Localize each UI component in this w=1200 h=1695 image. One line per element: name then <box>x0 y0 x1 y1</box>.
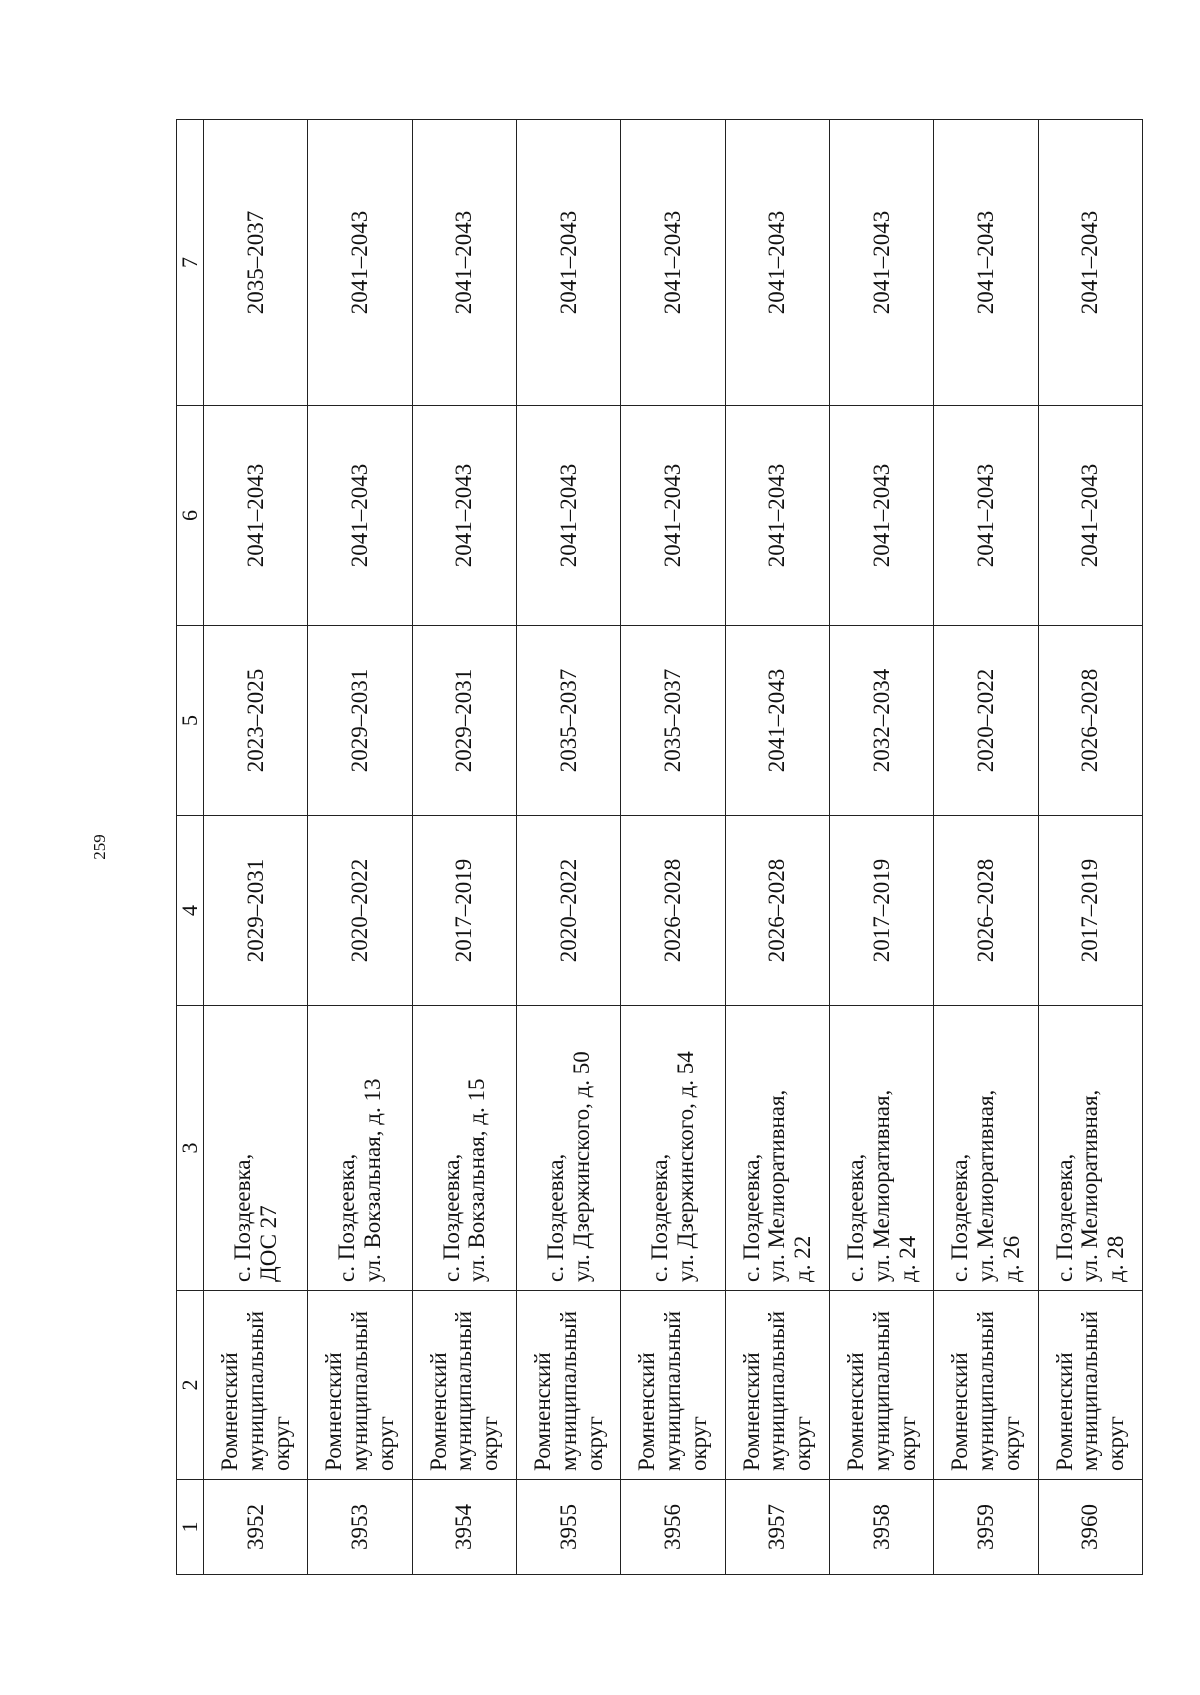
district-cell <box>934 1291 1038 1480</box>
district-line: Ромненский <box>843 1352 868 1471</box>
district-line: Ромненский <box>1051 1352 1077 1471</box>
table-row <box>621 120 725 1575</box>
district-line: муниципальный <box>764 1310 790 1471</box>
address-line: с. Поздеевка, <box>542 1153 568 1282</box>
address-line: ул. Мелиоративная, <box>868 1089 894 1282</box>
housing-schedule-table <box>176 119 1143 1575</box>
header-col-7: 7 <box>177 120 204 406</box>
district-line: Ромненский <box>321 1352 347 1471</box>
period-col-5-cell: 2020–2022 <box>934 626 1038 816</box>
address-cell <box>829 1006 933 1291</box>
period-col-6-cell: 2041–2043 <box>829 406 933 626</box>
table-row <box>412 120 516 1575</box>
header-col-4: 4 <box>177 816 204 1006</box>
row-number-cell: 3959 <box>934 1480 1038 1575</box>
period-col-7-cell: 2041–2043 <box>934 120 1038 406</box>
district-line: округ <box>685 1416 711 1471</box>
page-number: 259 <box>90 834 109 860</box>
address-line: ул. Вокзальная, д. 15 <box>464 1078 490 1282</box>
district-line: муниципальный <box>555 1310 581 1471</box>
address-line: ул. Мелиоративная, <box>973 1089 999 1282</box>
header-col-2: 2 <box>177 1291 204 1480</box>
address-line: ул. Мелиоративная, <box>764 1089 790 1282</box>
district-cell <box>204 1291 308 1480</box>
district-line: Ромненский <box>217 1352 243 1471</box>
district-cell <box>412 1291 516 1480</box>
address-cell <box>412 1006 516 1291</box>
period-col-7-cell: 2035–2037 <box>204 120 308 406</box>
district-cell <box>621 1291 725 1480</box>
period-col-6-cell: 2041–2043 <box>308 406 412 626</box>
period-col-4-cell: 2020–2022 <box>308 816 412 1006</box>
address-line: с. Поздеевка, <box>738 1153 764 1282</box>
district-line: Ромненский <box>738 1352 764 1471</box>
header-row <box>177 120 204 1575</box>
period-col-5-cell: 2035–2037 <box>516 626 620 816</box>
address-cell <box>725 1006 829 1291</box>
period-col-7-cell: 2041–2043 <box>412 120 516 406</box>
period-col-4-cell: 2017–2019 <box>412 816 516 1006</box>
period-col-6-cell: 2041–2043 <box>204 406 308 626</box>
period-col-5-cell: 2023–2025 <box>204 626 308 816</box>
address-line: с. Поздеевка, <box>229 1153 255 1282</box>
district-line: округ <box>581 1416 607 1471</box>
district-line: муниципальный <box>660 1310 686 1471</box>
address-line: д. 22 <box>790 1235 816 1282</box>
district-cell <box>1038 1291 1142 1480</box>
address-line: ул. Дзержинского, д. 50 <box>568 1051 594 1282</box>
period-col-7-cell: 2041–2043 <box>725 120 829 406</box>
district-cell <box>829 1291 933 1480</box>
row-number-cell: 3954 <box>412 1480 516 1575</box>
address-line: ул. Вокзальная, д. 13 <box>359 1078 385 1282</box>
period-col-5-cell: 2032–2034 <box>829 626 933 816</box>
address-line: д. 26 <box>998 1235 1024 1282</box>
address-line: ДОС 27 <box>255 1205 281 1282</box>
table-row <box>308 120 412 1575</box>
table-row <box>725 120 829 1575</box>
district-line: Ромненский <box>634 1352 660 1471</box>
district-line: муниципальный <box>973 1310 999 1471</box>
district-line: округ <box>1103 1416 1129 1471</box>
district-line: округ <box>477 1416 503 1471</box>
period-col-5-cell: 2029–2031 <box>308 626 412 816</box>
address-cell <box>1038 1006 1142 1291</box>
header-col-3: 3 <box>177 1006 204 1291</box>
period-col-4-cell: 2026–2028 <box>725 816 829 1006</box>
district-cell <box>308 1291 412 1480</box>
period-col-5-cell: 2026–2028 <box>1038 626 1142 816</box>
district-line: округ <box>790 1416 816 1471</box>
table-body <box>204 120 1143 1575</box>
address-cell <box>621 1006 725 1291</box>
period-col-6-cell: 2041–2043 <box>412 406 516 626</box>
row-number-cell: 3953 <box>308 1480 412 1575</box>
table-row <box>1038 120 1142 1575</box>
table-row <box>516 120 620 1575</box>
address-cell <box>308 1006 412 1291</box>
period-col-6-cell: 2041–2043 <box>1038 406 1142 626</box>
row-number-cell: 3956 <box>621 1480 725 1575</box>
address-line: с. Поздеевка, <box>438 1153 464 1282</box>
period-col-6-cell: 2041–2043 <box>621 406 725 626</box>
period-col-6-cell: 2041–2043 <box>934 406 1038 626</box>
table-row <box>829 120 933 1575</box>
rotated-table-container <box>176 120 1143 1575</box>
period-col-7-cell: 2041–2043 <box>308 120 412 406</box>
address-cell <box>204 1006 308 1291</box>
address-line: д. 28 <box>1103 1235 1129 1282</box>
header-col-1: 1 <box>177 1480 204 1575</box>
district-line: муниципальный <box>347 1310 373 1471</box>
header-col-5: 5 <box>177 626 204 816</box>
address-line: ул. Дзержинского, д. 54 <box>672 1051 698 1282</box>
address-line: с. Поздеевка, <box>334 1153 360 1282</box>
district-line: Ромненский <box>947 1352 973 1471</box>
district-line: муниципальный <box>451 1310 477 1471</box>
district-line: округ <box>998 1416 1024 1471</box>
period-col-4-cell: 2026–2028 <box>934 816 1038 1006</box>
period-col-4-cell: 2017–2019 <box>1038 816 1142 1006</box>
row-number-cell: 3955 <box>516 1480 620 1575</box>
table-row <box>934 120 1038 1575</box>
header-col-6: 6 <box>177 406 204 626</box>
address-line: д. 24 <box>894 1235 920 1282</box>
period-col-4-cell: 2020–2022 <box>516 816 620 1006</box>
period-col-4-cell: 2017–2019 <box>829 816 933 1006</box>
address-line: с. Поздеевка, <box>647 1153 673 1282</box>
district-line: Ромненский <box>530 1352 556 1471</box>
period-col-7-cell: 2041–2043 <box>621 120 725 406</box>
period-col-6-cell: 2041–2043 <box>516 406 620 626</box>
district-cell <box>516 1291 620 1480</box>
address-cell <box>516 1006 620 1291</box>
table-row <box>204 120 308 1575</box>
period-col-7-cell: 2041–2043 <box>516 120 620 406</box>
row-number-cell: 3958 <box>829 1480 933 1575</box>
row-number-cell: 3952 <box>204 1480 308 1575</box>
district-line: муниципальный <box>868 1310 894 1471</box>
district-line: Ромненский <box>425 1352 451 1471</box>
district-cell <box>725 1291 829 1480</box>
address-cell <box>934 1006 1038 1291</box>
period-col-5-cell: 2029–2031 <box>412 626 516 816</box>
district-line: муниципальный <box>242 1310 268 1471</box>
district-line: округ <box>894 1416 920 1471</box>
period-col-4-cell: 2026–2028 <box>621 816 725 1006</box>
period-col-5-cell: 2041–2043 <box>725 626 829 816</box>
district-line: округ <box>268 1416 294 1471</box>
address-line: ул. Мелиоративная, <box>1077 1089 1103 1282</box>
row-number-cell: 3957 <box>725 1480 829 1575</box>
period-col-7-cell: 2041–2043 <box>829 120 933 406</box>
district-line: муниципальный <box>1077 1310 1103 1471</box>
period-col-7-cell: 2041–2043 <box>1038 120 1142 406</box>
address-line: с. Поздеевка, <box>947 1153 973 1282</box>
address-line: с. Поздеевка, <box>843 1153 868 1282</box>
address-line: с. Поздеевка, <box>1051 1153 1077 1282</box>
period-col-6-cell: 2041–2043 <box>725 406 829 626</box>
district-line: округ <box>372 1416 398 1471</box>
row-number-cell: 3960 <box>1038 1480 1142 1575</box>
period-col-5-cell: 2035–2037 <box>621 626 725 816</box>
period-col-4-cell: 2029–2031 <box>204 816 308 1006</box>
